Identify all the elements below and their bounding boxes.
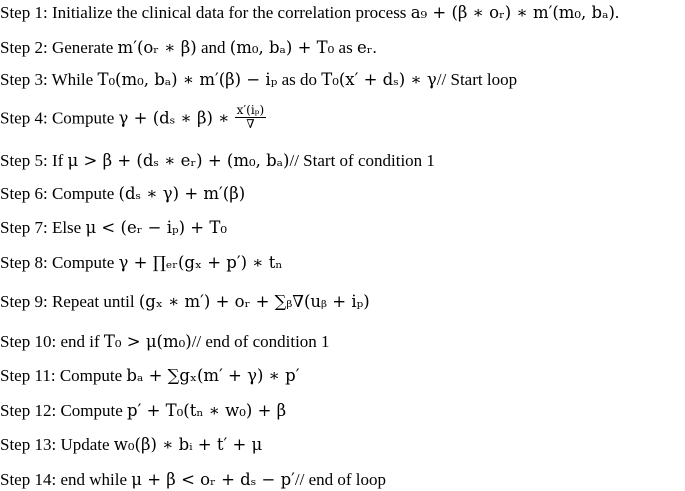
step-label: Step 1: Initialize the clinical data for the correlation process	[0, 3, 411, 22]
step-label: Step 7: Else	[0, 218, 86, 237]
step-formula: m′(oᵣ ∗ β)	[117, 38, 197, 57]
step-comment: // end of condition 1	[191, 332, 330, 351]
step-connector: and	[196, 38, 230, 57]
step-formula: T₀ > μ(m₀)	[103, 332, 192, 351]
step-6	[0, 184, 245, 204]
step-label: Step 2: Generate	[0, 38, 118, 57]
step-8	[0, 253, 282, 273]
step-3	[0, 70, 517, 90]
step-formula: μ < (eᵣ − iₚ) + T₀	[85, 218, 227, 237]
step-5	[0, 151, 435, 171]
step-connector-2: as	[334, 38, 357, 57]
step-label: Step 11: Compute	[0, 366, 127, 385]
step-label: Step 9: Repeat until	[0, 292, 139, 311]
step-formula: γ + (dₛ ∗ β) ∗	[118, 108, 235, 128]
step-formula-3: eᵣ	[356, 38, 373, 57]
fraction-numerator: x′(iₚ)	[236, 103, 265, 117]
step-11	[0, 366, 299, 386]
step-formula: bₐ + ∑gₓ(m′ + γ) ∗ p′	[126, 366, 300, 385]
step-formula-2: (m₀, bₐ) + T₀	[229, 38, 335, 57]
step-label: Step 4: Compute	[0, 108, 119, 128]
step-13	[0, 435, 262, 455]
step-label: Step 10: end if	[0, 332, 104, 351]
step-formula: (gₓ ∗ m′) + oᵣ + ∑ᵦ∇(uᵦ + iₚ)	[138, 292, 370, 311]
step-comment: // Start of condition 1	[289, 151, 435, 170]
step-formula: T₀(m₀, bₐ) ∗ m′(β) − iₚ	[97, 70, 278, 89]
step-formula-2: T₀(x′ + dₛ) ∗ γ	[321, 70, 437, 89]
step-1	[0, 3, 619, 23]
step-label: Step 3: While	[0, 70, 98, 89]
step-formula: p′ + T₀(tₙ ∗ w₀) + β	[127, 401, 287, 420]
step-14	[0, 470, 386, 490]
step-formula: γ + ∏ₑᵣ(gₓ + p′) ∗ tₙ	[118, 253, 283, 272]
step-label: Step 12: Compute	[0, 401, 128, 420]
step-10	[0, 332, 330, 352]
step-2	[0, 38, 377, 58]
step-formula: a₉ + (β ∗ oᵣ) ∗ m′(m₀, bₐ)	[410, 3, 615, 22]
step-label: Step 8: Compute	[0, 253, 119, 272]
step-label: Step 14: end while	[0, 470, 132, 489]
step-4	[0, 103, 266, 133]
step-label: Step 5: If	[0, 151, 68, 170]
step-formula: (dₛ ∗ γ) + m′(β)	[118, 184, 246, 203]
step-comment: // end of loop	[294, 470, 387, 489]
step-tail: .	[372, 38, 377, 57]
step-comment: // Start loop	[436, 70, 518, 89]
step-12	[0, 401, 286, 421]
step-formula: μ > β + (dₛ ∗ eᵣ) + (m₀, bₐ)	[67, 151, 290, 170]
step-label: Step 6: Compute	[0, 184, 119, 203]
step-formula: μ + β < oᵣ + dₛ − p′	[131, 470, 295, 489]
fraction-denominator: ∇	[246, 117, 255, 131]
fraction	[235, 104, 267, 131]
step-tail: .	[614, 3, 620, 22]
step-connector: as do	[277, 70, 322, 89]
step-7	[0, 218, 227, 238]
step-formula: w₀(β) ∗ bᵢ + t′ + μ	[113, 435, 263, 454]
step-9	[0, 292, 370, 312]
step-label: Step 13: Update	[0, 435, 114, 454]
